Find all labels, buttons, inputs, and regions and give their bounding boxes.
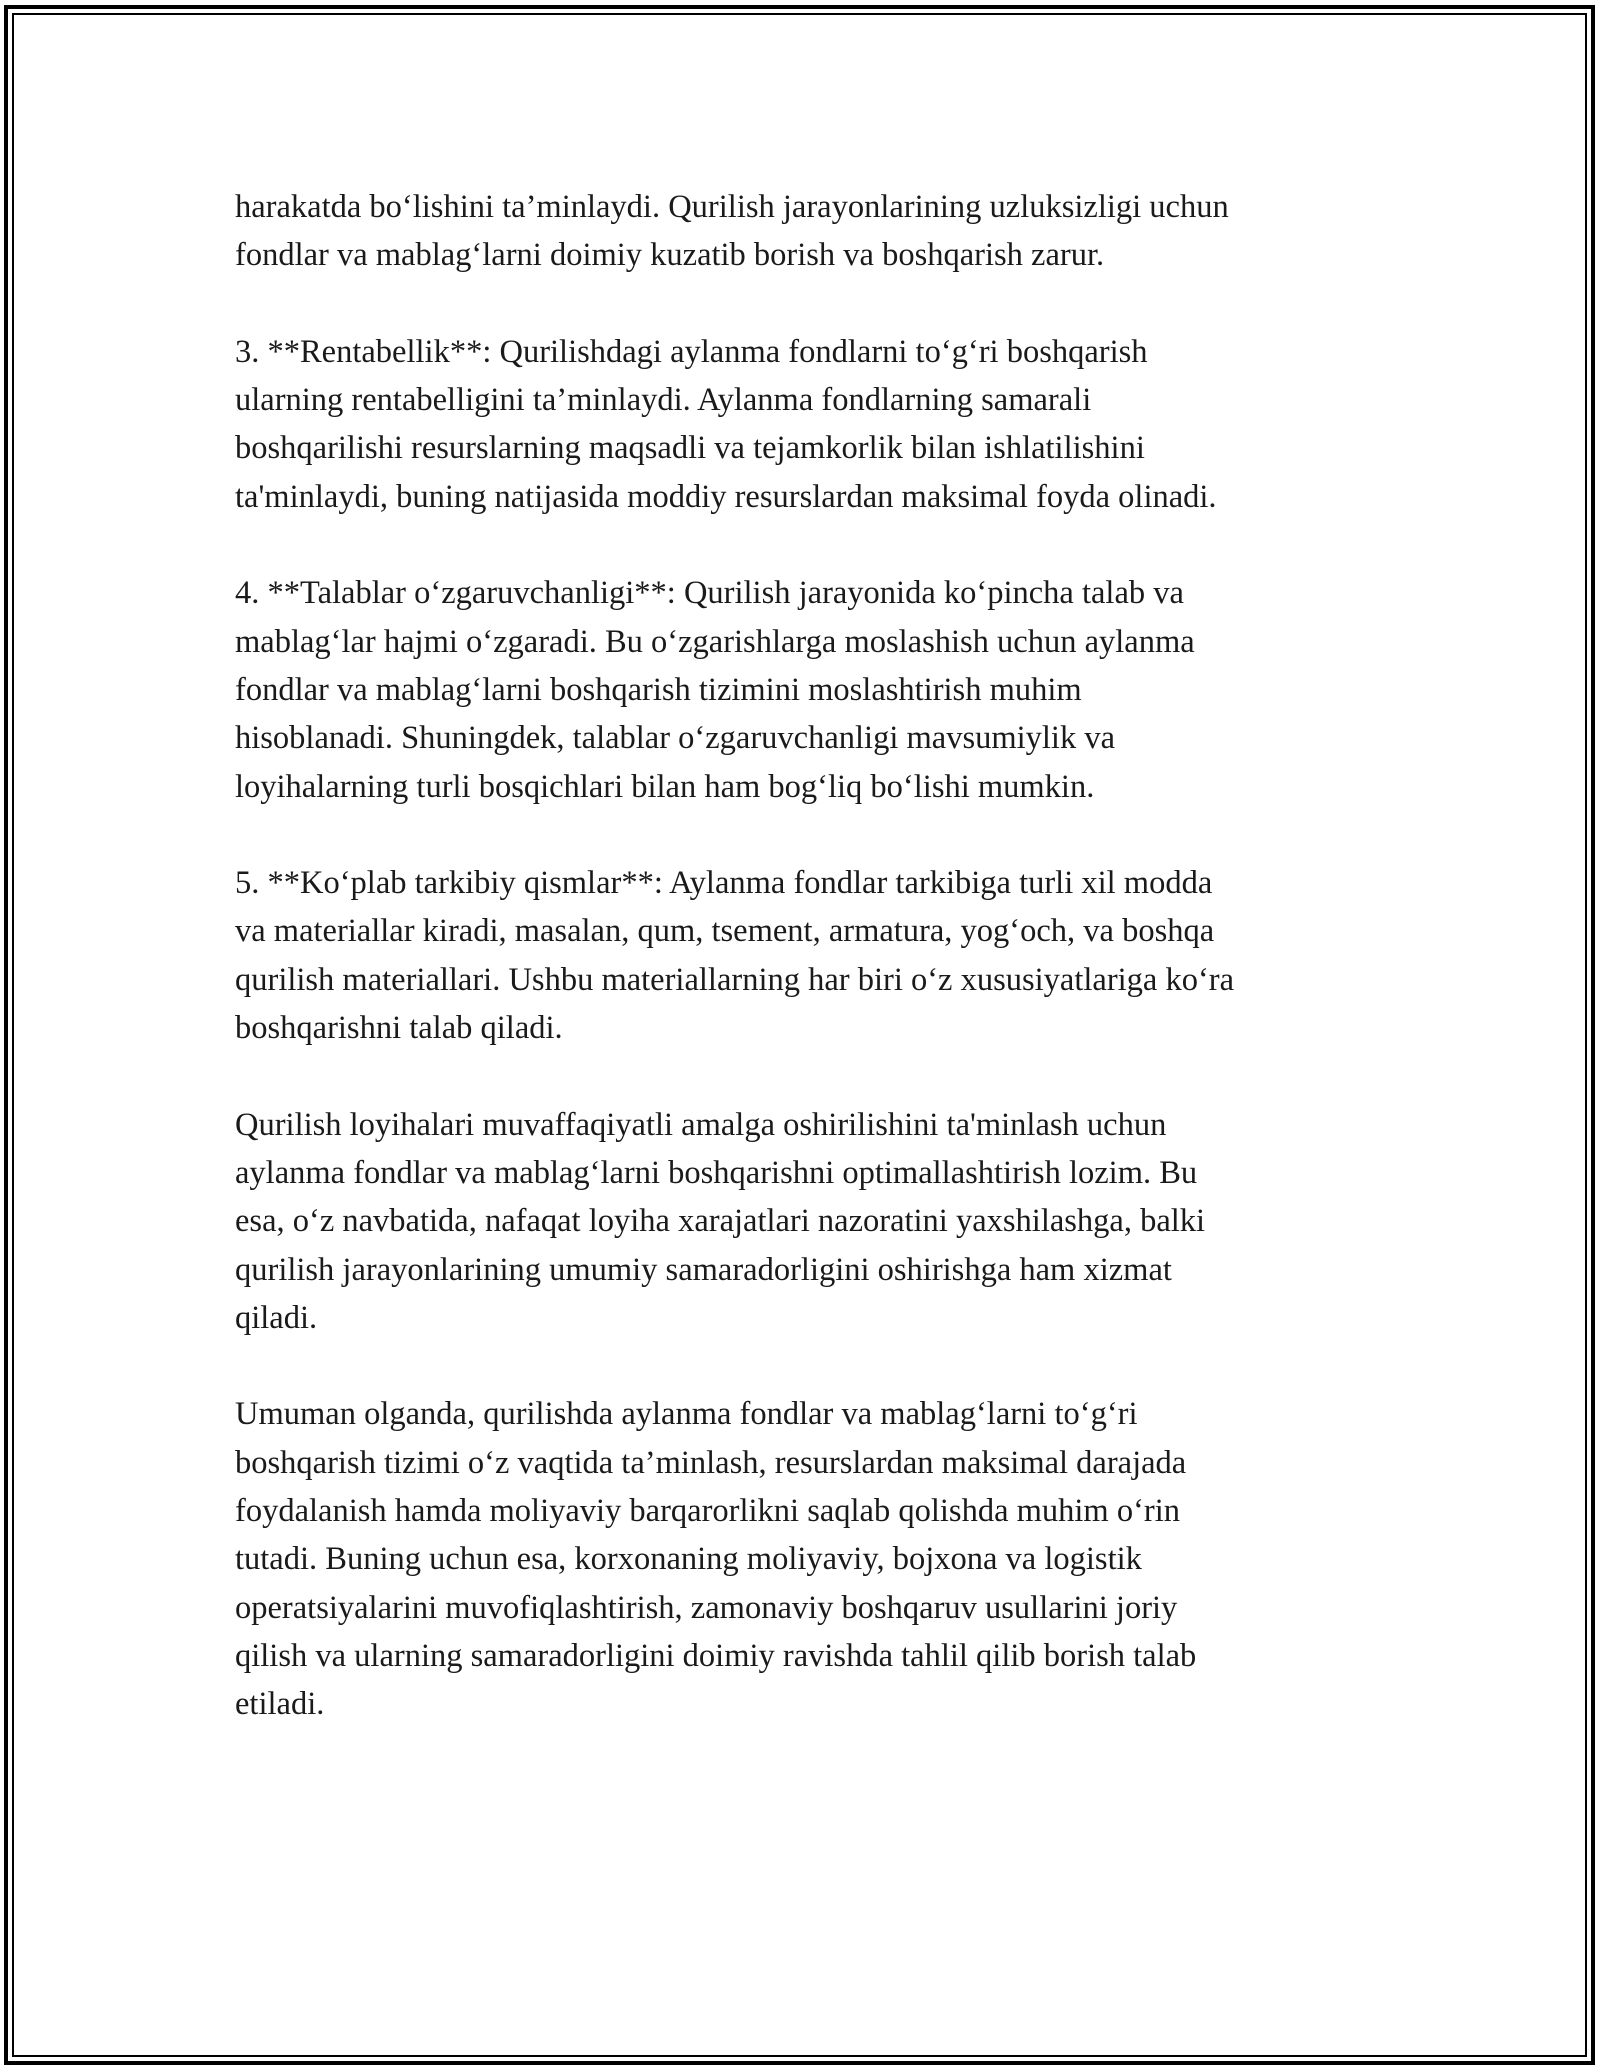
paragraph-rentabellik: 3. **Rentabellik**: Qurilishdagi aylanma fondlarni to‘g‘ri boshqarish ularning rentabelligini ta’minlaydi. Aylanma fondlarning samarali boshqarilishi resurslarning maqsadli va tejamkorlik bilan ishlatilishini ta'minlaydi, buning natijasida moddiy resurslardan maksimal foyda olinadi. [235,333,1217,515]
paragraph-optimallashtirish: Qurilish loyihalari muvaffaqiyatli amalga oshirilishini ta'minlash uchun aylanma fondlar va mablag‘larni boshqarishni optimallashtirish lozim. Bu esa, o‘z navbatida, nafaqat loyiha xarajatlari nazoratini yaxshilashga, balki qurilish jarayonlarining umumiy samaradorligini oshirishga ham xizmat qiladi. [235,1106,1206,1336]
paragraph-continuation: harakatda bo‘lishini ta’minlaydi. Qurilish jarayonlarining uzluksizligi uchun fondlar va mablag‘larni doimiy kuzatib borish va boshqarish zarur. [235,189,1229,274]
paragraph-tarkibiy-qismlar: 5. **Ko‘plab tarkibiy qismlar**: Aylanma fondlar tarkibiga turli xil modda va materiallar kiradi, masalan, qum, tsement, armatura, yog‘och, va boshqa qurilish materiallari. Ushbu materiallarning har biri o‘z xususiyatlariga ko‘ra boshqarishni talab qiladi. [235,865,1235,1047]
paragraph-talablar: 4. **Talablar o‘zgaruvchanligi**: Qurilish jarayonida ko‘pincha talab va mablag‘lar hajmi o‘zgaradi. Bu o‘zgarishlarga moslashish uchun aylanma fondlar va mablag‘larni boshqarish tizimini moslashtirish muhim hisoblanadi. Shuningdek, talablar o‘zgaruvchanligi mavsumiylik va loyihalarning turli bosqichlari bilan ham bog‘liq bo‘lishi mumkin. [235,575,1195,805]
document-body [235,183,1375,1729]
paragraph-conclusion: Umuman olganda, qurilishda aylanma fondlar va mablag‘larni to‘g‘ri boshqarish tizimi o‘z vaqtida ta’minlash, resurslardan maksimal darajada foydalanish hamda moliyaviy barqarorlikni saqlab qolishda muhim o‘rin tutadi. Buning uchun esa, korxonaning moliyaviy, bojxona va logistik operatsiyalarini muvofiqlashtirish, zamonaviy boshqaruv usullarini joriy qilish va ularning samaradorligini doimiy ravishda tahlil qilib borish talab etiladi. [235,1396,1197,1723]
